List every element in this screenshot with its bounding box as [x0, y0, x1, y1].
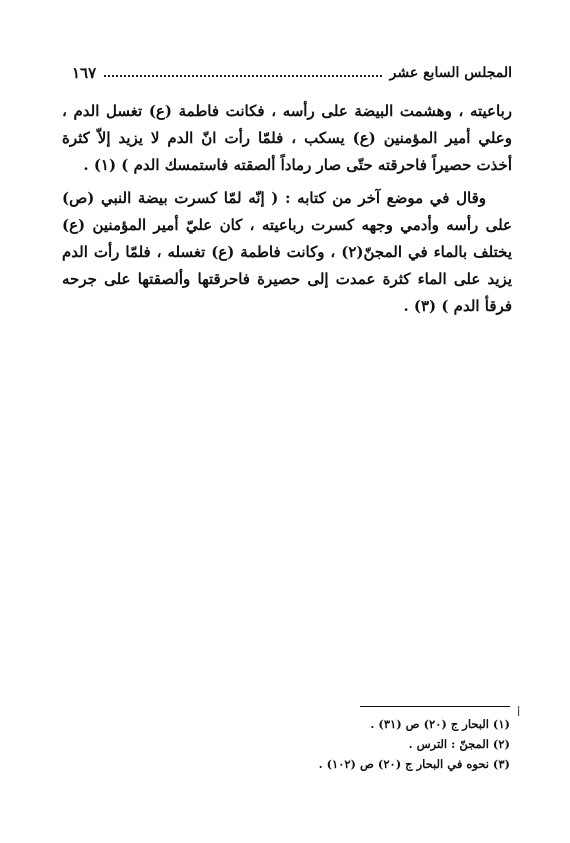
- header-dotted-leader: [104, 75, 381, 77]
- paragraph: رباعيته ، وهشمت البيضة على رأسه ، فكانت فاطمة (ع) تغسل الدم ، وعلي أمير المؤمنين (ع) يسكب ، فلمّا رأت انّ الدم لا يزيد إلاّ كثرة أخذت حصيراً فاحرقته حتّى صار رماداً ألصقته فاستمسك الدم ) (١) .: [62, 102, 512, 174]
- footnote: (٢) المجنّ : الترس .: [408, 737, 510, 751]
- footnote: (٣) نحوه في البحار ج (٢٠) ص (١٠٢) .: [318, 757, 510, 771]
- footnote-separator: [360, 706, 510, 707]
- paragraph: وقال في موضع آخر من كتابه : ( إنّه لمّا كسرت بيضة النبي (ص) على رأسه وأدمي وجهه كسرت رباعيته ، كان عليّ أمير المؤمنين (ع) يختلف بالماء في المجنّ(٢) ، وكانت فاطمة (ع) تغسله ، فلمّا رأت الدم يزيد على الماء كثرة عمدت إلى حصيرة فاحرقتها وألصقتها على جرحه فرقأ الدم ) (٣) .: [62, 189, 513, 315]
- chapter-title: المجلس السابع عشر: [389, 65, 512, 81]
- page-number: ١٦٧: [72, 64, 97, 82]
- footnotes: [70, 714, 510, 774]
- main-text: [62, 98, 512, 326]
- footnote-marker: أ: [517, 708, 520, 719]
- running-header: [72, 62, 512, 84]
- footnote: (١) البحار ج (٢٠) ص (٣١) .: [370, 717, 510, 731]
